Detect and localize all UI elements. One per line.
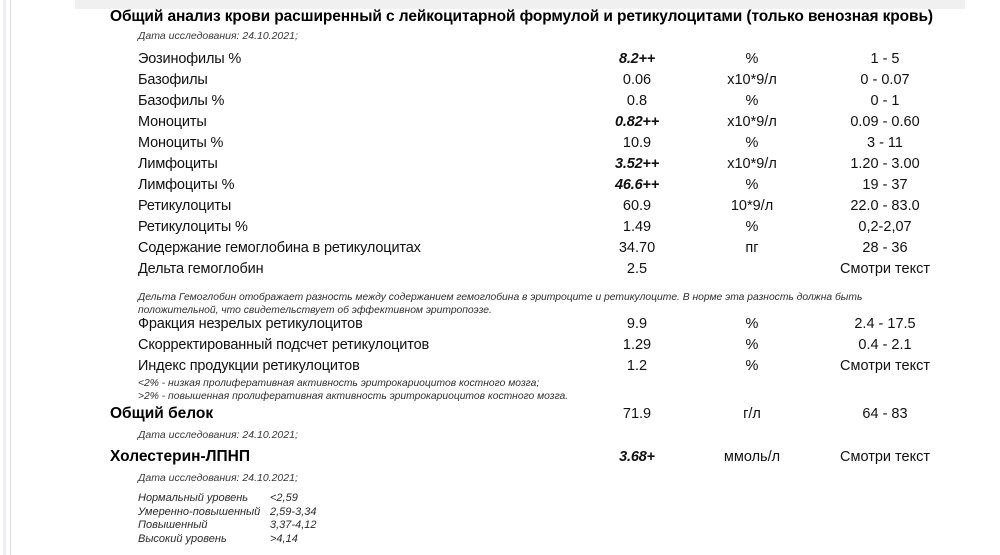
total-protein-date-line: Дата исследования: 24.10.2021; (138, 429, 298, 441)
analyte-value: 0.06 (622, 72, 652, 88)
level-range: <2,59 (270, 492, 298, 504)
analyte-value: 10.9 (622, 135, 652, 151)
analyte-reference-range: 28 - 36 (862, 240, 908, 256)
analyte-label: Индекс продукции ретикулоцитов (138, 358, 360, 374)
list-item (138, 519, 316, 533)
analyte-reference-range: 1 - 5 (870, 51, 900, 67)
section-title-cbc: Общий анализ крови расширенный с лейкоцитарной формулой и ретикулоцитами (только венозная кровь) (110, 8, 933, 25)
analyte-units: % (745, 177, 759, 193)
ldl-cholesterol-units: ммоль/л (723, 449, 781, 465)
table-row (0, 135, 1000, 156)
analyte-units: 10*9/л (730, 198, 774, 214)
analyte-value: 0.82++ (615, 114, 659, 130)
analyte-reference-range: Смотри текст (840, 261, 930, 277)
analyte-label: Лимфоциты % (138, 177, 235, 193)
analyte-reference-range: 3 - 11 (866, 135, 903, 151)
analyte-value: 34.70 (618, 240, 656, 256)
analyte-value: 0.8 (626, 93, 648, 109)
analyte-units: % (745, 219, 759, 235)
level-range: 3,37-4,12 (270, 519, 317, 531)
delta-hemoglobin-note (138, 292, 898, 317)
analyte-reference-range: 0 - 1 (870, 93, 900, 109)
total-protein-value: 71.9 (622, 406, 652, 422)
section-title-total-protein: Общий белок (110, 405, 214, 422)
analyte-units: x10*9/л (727, 72, 777, 88)
analyte-label: Скорректированный подсчет ретикулоцитов (138, 337, 430, 353)
analyte-reference-range: Смотри текст (840, 358, 930, 374)
table-row (0, 358, 1000, 379)
index-note-line-1: <2% - низкая пролиферативная активность эритрокариоцитов костного мозга; (138, 378, 540, 389)
list-item (138, 492, 316, 506)
analyte-label: Базофилы (138, 72, 208, 88)
analyte-value: 3.52++ (615, 156, 659, 172)
analyte-value: 1.2 (626, 358, 648, 374)
analyte-reference-range: 0 - 0.07 (860, 72, 910, 88)
analyte-units: x10*9/л (727, 156, 777, 172)
delta-note-line-1: Дельта Гемоглобин отображает разность между содержанием гемоглобина в эритроците и ретикулоците. В норме эта разность должна быть (138, 292, 863, 303)
table-row (0, 177, 1000, 198)
table-row (0, 219, 1000, 240)
clipped-text-ghost (105, 0, 110, 3)
analyte-units: % (745, 93, 759, 109)
list-item (138, 506, 316, 520)
analyte-value: 46.6++ (615, 177, 659, 193)
table-row (0, 240, 1000, 261)
analyte-units: x10*9/л (727, 114, 777, 130)
analyte-label: Содержание гемоглобина в ретикулоцитах (138, 240, 421, 256)
table-row (0, 93, 1000, 114)
analyte-reference-range: 2.4 - 17.5 (854, 316, 916, 332)
reticulocyte-index-note (138, 378, 898, 403)
analyte-units: % (745, 358, 759, 374)
analyte-label: Моноциты (138, 114, 207, 130)
ldl-cholesterol-date-line: Дата исследования: 24.10.2021; (138, 472, 298, 484)
analyte-units: % (745, 337, 759, 353)
delta-note-line-2: положительной, что свидетельствует об эффективном эритропоэзе. (138, 304, 492, 316)
analyte-label: Дельта гемоглобин (138, 261, 264, 277)
table-row (0, 72, 1000, 93)
table-row (0, 337, 1000, 358)
analyte-value: 1.29 (622, 337, 652, 353)
analyte-value: 8.2++ (618, 51, 656, 67)
analyte-units: % (745, 135, 759, 151)
level-name: Нормальный уровень (138, 492, 249, 504)
table-row (0, 261, 1000, 282)
analyte-reference-range: 0.09 - 0.60 (850, 114, 920, 130)
table-row (0, 51, 1000, 72)
analyte-units: пг (745, 240, 759, 256)
analyte-label: Эозинофилы % (138, 51, 242, 67)
ldl-cholesterol-value: 3.68+ (619, 449, 655, 465)
analyte-reference-range: 19 - 37 (862, 177, 908, 193)
ldl-cholesterol-reference: Смотри текст (840, 449, 930, 465)
table-row (0, 316, 1000, 337)
level-range: >4,14 (270, 532, 298, 545)
list-item (138, 533, 316, 547)
analyte-units: % (745, 316, 759, 332)
analyte-label: Фракция незрелых ретикулоцитов (138, 316, 363, 332)
analyte-label: Лимфоциты (138, 156, 218, 172)
level-range: 2,59-3,34 (270, 505, 317, 518)
analyte-reference-range: 0.4 - 2.1 (858, 337, 912, 353)
level-name: Высокий уровень (138, 532, 227, 545)
total-protein-reference: 64 - 83 (862, 406, 908, 422)
level-name: Умеренно-повышенный (138, 505, 261, 518)
table-row (0, 114, 1000, 135)
ldl-cholesterol-level-table (138, 492, 316, 546)
row-total-protein (0, 406, 1000, 427)
cbc-date-line: Дата исследования: 24.10.2021; (138, 30, 298, 42)
analyte-reference-range: 22.0 - 83.0 (850, 198, 920, 214)
analyte-label: Моноциты % (138, 135, 224, 151)
row-ldl-cholesterol (0, 449, 1000, 470)
table-row (0, 198, 1000, 219)
analyte-label: Ретикулоциты (138, 198, 232, 214)
index-note-line-2: >2% - повышенная пролиферативная активность эритрокариоцитов костного мозга. (138, 390, 569, 402)
analyte-reference-range: 1.20 - 3.00 (850, 156, 920, 172)
analyte-value: 2.5 (626, 261, 648, 277)
analyte-label: Ретикулоциты % (138, 219, 248, 235)
analyte-value: 60.9 (622, 198, 652, 214)
analyte-units: % (745, 51, 759, 67)
analyte-reference-range: 0,2-2,07 (858, 219, 912, 235)
analyte-value: 1.49 (622, 219, 652, 235)
analyte-label: Базофилы % (138, 93, 225, 109)
total-protein-units: г/л (743, 406, 761, 422)
level-name: Повышенный (138, 519, 208, 531)
table-row (0, 156, 1000, 177)
analyte-value: 9.9 (626, 316, 648, 332)
section-title-ldl-cholesterol: Холестерин-ЛПНП (110, 448, 250, 465)
